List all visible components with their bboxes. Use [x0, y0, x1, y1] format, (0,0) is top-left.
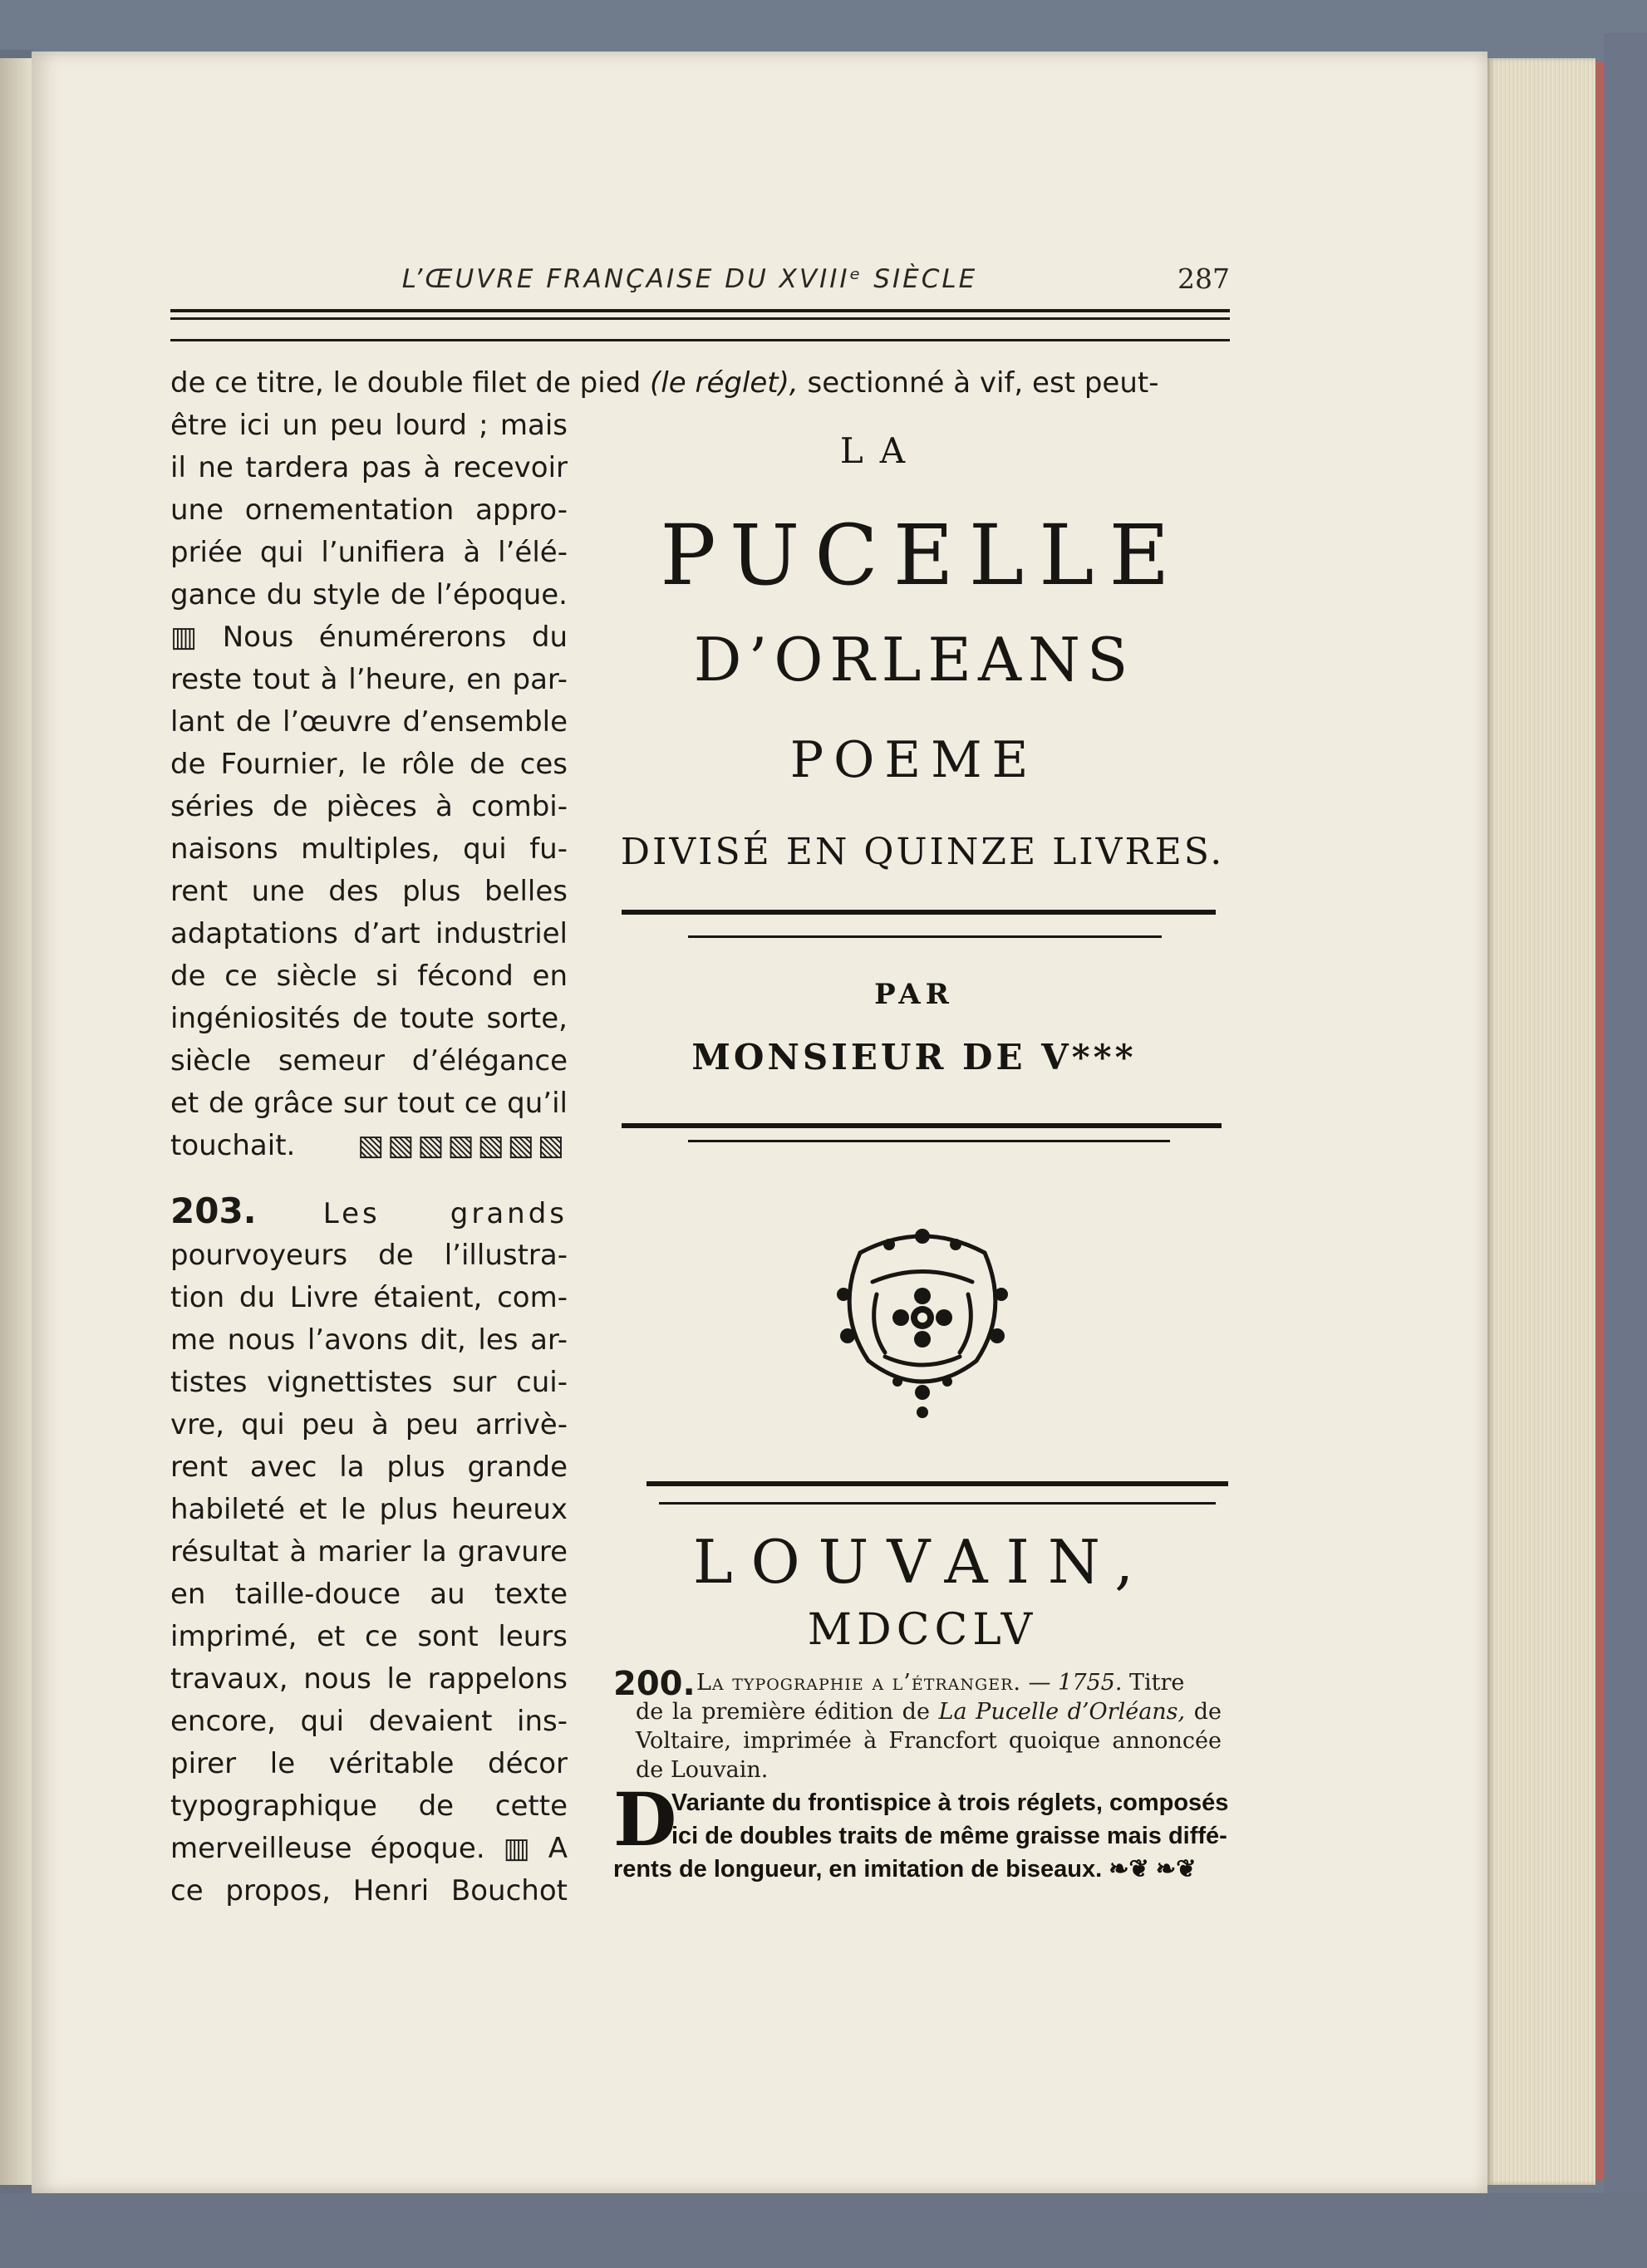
title-poeme: POEME: [789, 731, 1039, 789]
book-cover-right: [1604, 33, 1647, 2268]
text-line-last: touchait. ▧▧▧▧▧▧▧: [170, 1129, 568, 1162]
fleuron-ornament-icon: ❧❦ ❧❦: [1109, 1856, 1197, 1883]
header-rule: [170, 317, 1230, 320]
ornament-row-icon: ▧▧▧▧▧▧▧: [357, 1129, 568, 1162]
title-divise: DIVISÉ EN QUINZE LIVRES.: [620, 831, 1225, 873]
text-line: ingéniosités de toute sorte,: [170, 1002, 568, 1035]
title-rule-thick: [647, 1481, 1228, 1486]
previous-page-edge: [0, 58, 33, 2185]
text-line: ce propos, Henri Bouchot: [170, 1874, 568, 1907]
note-line: ici de doubles traits de même graisse mais diffé-: [671, 1823, 1227, 1849]
title-la: LA: [839, 430, 922, 471]
red-page-edge: [1595, 61, 1604, 2180]
text-line-with-pilcrow: merveilleuse époque. ▥ A: [170, 1832, 568, 1865]
note-line-last: rents de longueur, en imitation de biseaux. ❧❦ ❧❦: [613, 1856, 1197, 1883]
title-author: MONSIEUR DE V***: [691, 1037, 1137, 1078]
book-cover-bottom: [0, 2193, 1647, 2268]
header-rule: [170, 339, 1230, 341]
text-line-with-pilcrow: ▥ Nous énumérerons du: [170, 621, 568, 654]
title-rule-thick: [622, 910, 1216, 915]
text-line: résultat à marier la gravure: [170, 1535, 568, 1568]
caption-number: 200.: [613, 1665, 696, 1703]
text-line: pourvoyeurs de l’illustra-: [170, 1239, 568, 1272]
first-line-text-end: sectionné à vif, est peut-: [798, 366, 1159, 400]
text-line: imprimé, et ce sont leurs: [170, 1620, 568, 1653]
pilcrow-icon: ▥: [170, 621, 198, 654]
text-line: être ici un peu lourd ; mais: [170, 409, 568, 442]
caption-line: de Louvain.: [636, 1757, 769, 1783]
text-line: tion du Livre étaient, com-: [170, 1281, 568, 1314]
page-number: 287: [1177, 263, 1230, 295]
caption-line: de la première édition de La Pucelle d’Orléans, de: [636, 1699, 1222, 1725]
title-rule-thin: [688, 935, 1162, 938]
text-line: pirer le véritable décor: [170, 1747, 568, 1780]
title-louvain: LOUVAIN,: [692, 1527, 1153, 1597]
first-line-text: de ce titre, le double filet de pied: [170, 366, 651, 400]
paragraph-number: 203.: [170, 1190, 257, 1231]
text-line: travaux, nous le rappelons: [170, 1662, 568, 1696]
text-line: adaptations d’art industriel: [170, 917, 568, 950]
text-line: gance du style de l’époque.: [170, 578, 568, 611]
text-line: naisons multiples, qui fu-: [170, 832, 568, 866]
text-line: de ce siècle si fécond en: [170, 960, 568, 993]
title-date: MDCCLV: [807, 1605, 1038, 1655]
text-line: lant de l’œuvre d’ensemble: [170, 705, 568, 739]
title-rule-thick: [622, 1123, 1222, 1128]
pilcrow-icon: ▥: [503, 1832, 530, 1865]
text-line: de Fournier, le rôle de ces: [170, 748, 568, 781]
text-line: vre, qui peu à peu arrivè-: [170, 1408, 568, 1441]
title-rule-thin: [659, 1502, 1216, 1505]
caption-line: La typographie a l’étranger. — 1755. Titre: [696, 1670, 1185, 1696]
text-line: habileté et le plus heureux: [170, 1493, 568, 1526]
page-block-edges: [1487, 58, 1595, 2185]
text-line: une ornementation appro-: [170, 493, 568, 527]
first-line: [170, 362, 1234, 405]
text-line: séries de pièces à combi-: [170, 790, 568, 823]
text-line: encore, qui devaient ins-: [170, 1705, 568, 1738]
text-line: reste tout à l’heure, en par-: [170, 663, 568, 696]
header-rule: [170, 309, 1230, 312]
running-title: L’ŒUVRE FRANÇAISE DU XVIIIᵉ SIÈCLE: [401, 264, 978, 294]
title-dorleans: D’ORLEANS: [693, 625, 1135, 695]
note-line: Variante du frontispice à trois réglets, composés: [671, 1789, 1229, 1816]
text-line: tistes vignettistes sur cui-: [170, 1366, 568, 1399]
drop-initial: D: [613, 1776, 677, 1863]
title-par: PAR: [874, 978, 954, 1011]
title-rule-thin: [688, 1140, 1170, 1142]
title-pucelle: PUCELLE: [660, 507, 1185, 604]
fleuron-vignette-icon: [810, 1203, 1035, 1427]
first-line-italic: (le réglet),: [650, 366, 799, 400]
text-line: typographique de cette: [170, 1789, 568, 1823]
text-line: il ne tardera pas à recevoir: [170, 451, 568, 484]
text-line: rent une des plus belles: [170, 875, 568, 908]
text-line: en taille-douce au texte: [170, 1578, 568, 1611]
text-line: siècle semeur d’élégance: [170, 1044, 568, 1078]
text-line: me nous l’avons dit, les ar-: [170, 1323, 568, 1357]
caption-line: Voltaire, imprimée à Francfort quoique annoncée: [636, 1728, 1222, 1754]
text-line: et de grâce sur tout ce qu’il: [170, 1087, 568, 1120]
text-line: rent avec la plus grande: [170, 1451, 568, 1484]
paragraph-203-first-line: 203. Les grands: [170, 1190, 568, 1231]
text-line: priée qui l’unifiera à l’élé-: [170, 536, 568, 569]
